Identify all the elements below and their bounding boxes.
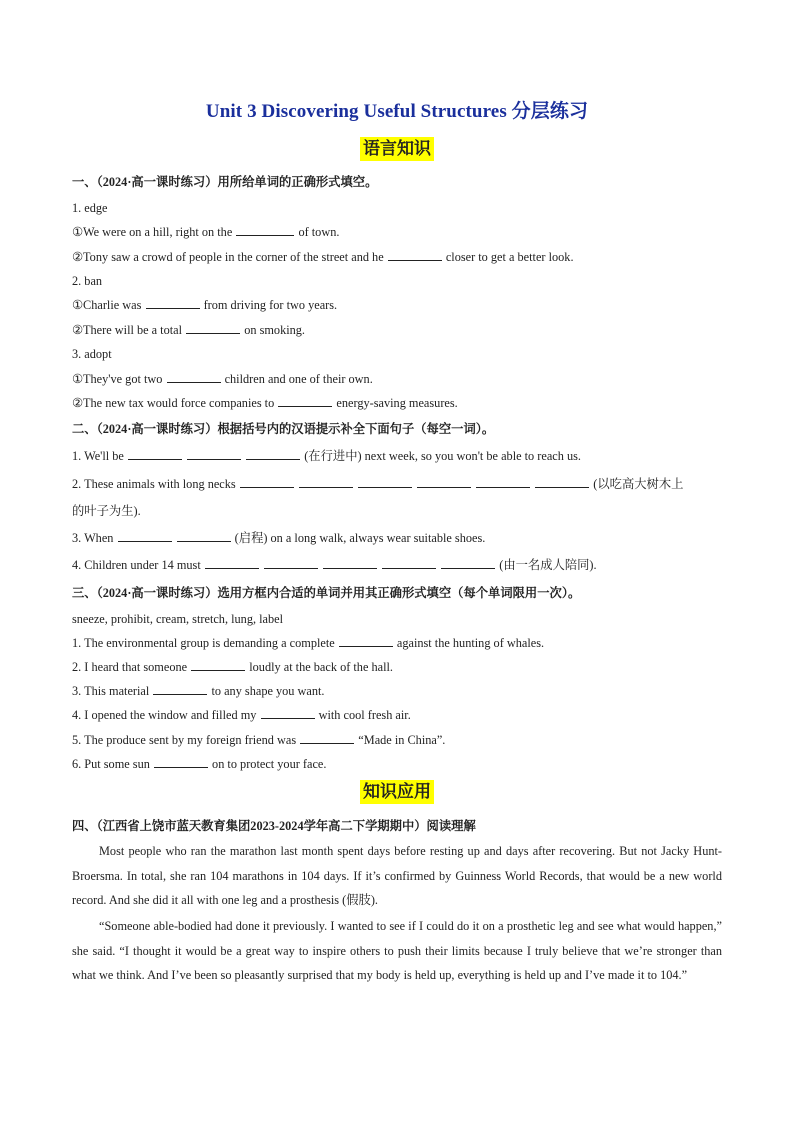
part4-heading: 四、（江西省上饶市蓝天教育集团2023-2024学年高二下学期期中）阅读理解 (72, 819, 476, 833)
part3-heading: 三、（2024·高一课时练习）选用方框内合适的单词并用其正确形式填空（每个单词限用一次）。 (72, 586, 581, 600)
part2-question-2-cont: 的叶子为生). (72, 504, 141, 518)
answer-blank[interactable] (476, 475, 530, 488)
answer-blank[interactable] (205, 556, 259, 569)
answer-blank[interactable] (153, 682, 207, 695)
part2-question-2: 2. These animals with long necks (以吃高大树木上 (72, 477, 684, 491)
answer-blank[interactable] (339, 634, 393, 647)
part2-question-3: 3. When (启程) on a long walk, always wear suitable shoes. (72, 531, 486, 545)
part1-sentence: ①We were on a hill, right on the of town. (72, 225, 340, 239)
part1-word-2: 2. ban (72, 274, 103, 288)
part1-word-1: 1. edge (72, 201, 108, 215)
answer-blank[interactable] (146, 296, 200, 309)
answer-blank[interactable] (358, 475, 412, 488)
answer-blank[interactable] (118, 529, 172, 542)
part1-sentence: ②Tony saw a crowd of people in the corner of the street and he closer to get a better look. (72, 250, 574, 264)
answer-blank[interactable] (186, 321, 240, 334)
page-title: Unit 3 Discovering Useful Structures 分层练习 (205, 101, 589, 122)
answer-blank[interactable] (167, 370, 221, 383)
answer-blank[interactable] (278, 394, 332, 407)
answer-blank[interactable] (535, 475, 589, 488)
answer-blank[interactable] (236, 223, 294, 236)
answer-blank[interactable] (388, 248, 442, 261)
part1-sentence: ①They've got two children and one of their own. (72, 372, 373, 386)
part1-sentence: ②The new tax would force companies to energy-saving measures. (72, 396, 458, 410)
part2-question-1: 1. We'll be (在行进中) next week, so you won't be able to reach us. (72, 449, 581, 463)
part1-heading: 一、（2024·高一课时练习）用所给单词的正确形式填空。 (72, 175, 378, 189)
part2-heading: 二、（2024·高一课时练习）根据括号内的汉语提示补全下面句子（每空一词）。 (72, 422, 495, 436)
answer-blank[interactable] (154, 755, 208, 768)
answer-blank[interactable] (441, 556, 495, 569)
part1-sentence: ①Charlie was from driving for two years. (72, 298, 338, 312)
part1-word-3: 3. adopt (72, 347, 112, 361)
answer-blank[interactable] (382, 556, 436, 569)
answer-blank[interactable] (128, 447, 182, 460)
part3-question-1: 1. The environmental group is demanding a complete against the hunting of whales. (72, 636, 545, 650)
part3-question-6: 6. Put some sun on to protect your face. (72, 757, 327, 771)
answer-blank[interactable] (417, 475, 471, 488)
part1-sentence: ②There will be a total on smoking. (72, 323, 306, 337)
answer-blank[interactable] (177, 529, 231, 542)
word-box: sneeze, prohibit, cream, stretch, lung, label (72, 612, 284, 626)
answer-blank[interactable] (240, 475, 294, 488)
section-heading-language-knowledge: 语言知识 (0, 137, 794, 161)
answer-blank[interactable] (187, 447, 241, 460)
answer-blank[interactable] (323, 556, 377, 569)
answer-blank[interactable] (246, 447, 300, 460)
answer-blank[interactable] (191, 658, 245, 671)
answer-blank[interactable] (300, 731, 354, 744)
reading-paragraph-1: Most people who ran the marathon last month spent days before resting up and days after recovering. But not Jacky Hunt-Broersma. In total, she ran 104 marathons in 104 days. If it’s confirmed by Guinness World Records, that would be a new world record. And she did it all with one leg and a prosthesis (假肢). (72, 844, 722, 908)
answer-blank[interactable] (261, 706, 315, 719)
part3-question-4: 4. I opened the window and filled my with cool fresh air. (72, 708, 411, 722)
answer-blank[interactable] (264, 556, 318, 569)
reading-paragraph-2: “Someone able-bodied had done it previously. I wanted to see if I could do it on a prosthetic leg and see what would happen,” she said. “I thought it would be a great way to inspire others to push their limits because I truly believe that we’re stronger than what we think. And I’ve been so pleasantly surprised that my body is held up, everything is held up and I’ve made it to 104.” (72, 919, 722, 983)
part3-question-2: 2. I heard that someone loudly at the back of the hall. (72, 660, 393, 674)
part3-question-3: 3. This material to any shape you want. (72, 684, 325, 698)
part2-question-4: 4. Children under 14 must (由一名成人陪同). (72, 558, 597, 572)
part3-question-5: 5. The produce sent by my foreign friend was “Made in China”. (72, 733, 446, 747)
answer-blank[interactable] (299, 475, 353, 488)
section-heading-knowledge-application: 知识应用 (0, 780, 794, 804)
